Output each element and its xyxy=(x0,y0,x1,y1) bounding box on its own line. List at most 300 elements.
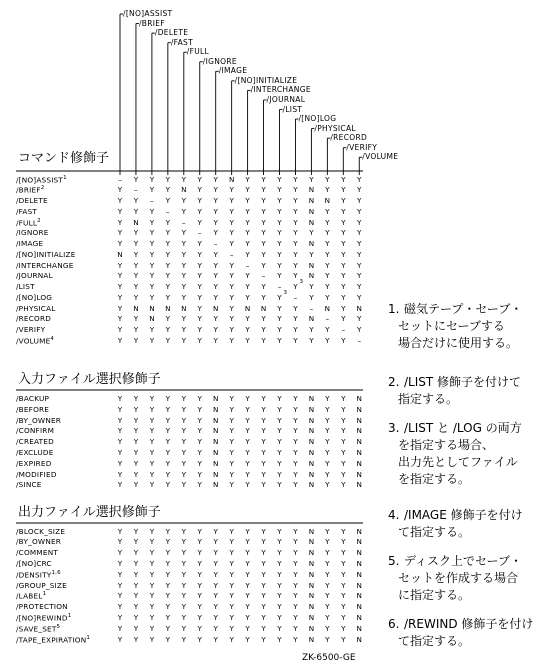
matrix-cell: Y xyxy=(133,526,139,536)
matrix-cell: Y xyxy=(133,325,139,334)
matrix-cell: Y xyxy=(245,314,250,324)
matrix-cell: Y xyxy=(341,602,346,612)
column-header: /JOURNAL xyxy=(266,94,306,104)
matrix-cell: Y xyxy=(117,448,123,457)
matrix-cell: Y xyxy=(261,314,266,324)
matrix-cell: Y xyxy=(261,580,266,590)
matrix-cell: Y xyxy=(325,437,330,447)
matrix-cell: Y xyxy=(229,458,234,468)
matrix-cell: Y xyxy=(165,426,171,436)
matrix-cell: N xyxy=(308,217,315,227)
matrix-cell: Y xyxy=(357,217,362,227)
matrix-cell: Y xyxy=(229,325,234,334)
matrix-cell: Y xyxy=(181,458,186,468)
column-header: /FULL xyxy=(186,47,209,57)
matrix-cell: Y xyxy=(181,591,186,601)
matrix-cell: N xyxy=(308,394,315,403)
matrix-cell: – xyxy=(166,206,170,216)
figure-id: ZK-6500-GE xyxy=(302,653,356,663)
row-label xyxy=(16,614,71,622)
matrix-cell: Y xyxy=(357,174,362,184)
matrix-cell: Y xyxy=(117,335,123,345)
matrix-cell: Y xyxy=(245,206,250,216)
matrix-cell: – xyxy=(150,196,154,205)
matrix-cell: Y xyxy=(325,448,330,457)
row-label xyxy=(16,528,65,535)
row-label-text: /JOURNAL xyxy=(16,271,53,281)
matrix-cell: Y xyxy=(229,196,234,205)
matrix-cell: Y xyxy=(357,185,362,195)
matrix-cell: Y xyxy=(181,548,186,558)
matrix-cell: Y xyxy=(181,260,186,270)
matrix-cell: N xyxy=(149,314,155,324)
footnote-line: て指定する。 xyxy=(398,525,471,539)
matrix-cell: Y xyxy=(357,260,362,270)
matrix-cell: – xyxy=(277,282,282,291)
matrix-cell: Y xyxy=(325,602,330,612)
matrix-cell: Y xyxy=(165,239,171,248)
matrix-cell: Y xyxy=(117,558,123,568)
matrix-cell: N xyxy=(324,196,331,205)
matrix-cell: Y xyxy=(309,282,314,291)
matrix-cell: Y xyxy=(213,623,218,633)
matrix-cell: Y xyxy=(293,458,298,468)
matrix-cell: Y xyxy=(245,335,250,345)
row-label-text: /[NO]INITIALIZE xyxy=(16,249,76,259)
row-label xyxy=(16,549,58,556)
matrix-cell: Y xyxy=(181,335,186,345)
matrix-cell: Y xyxy=(197,394,202,403)
matrix-cell: Y xyxy=(245,469,250,479)
matrix-cell: Y xyxy=(245,292,250,302)
matrix-cell: Y xyxy=(293,526,298,536)
matrix-cell: Y xyxy=(197,314,202,324)
matrix-cell: Y xyxy=(293,634,298,644)
matrix-cell: Y xyxy=(325,239,330,248)
matrix-cell: Y xyxy=(149,260,155,270)
matrix-cell: Y xyxy=(229,239,234,248)
matrix-cell: Y xyxy=(341,228,346,238)
matrix-cell: Y xyxy=(325,249,330,259)
footnote-ref: 4 xyxy=(50,335,55,342)
row-label xyxy=(16,438,54,445)
matrix-cell: Y xyxy=(149,591,155,601)
matrix-cell: Y xyxy=(293,404,298,414)
matrix-cell: – xyxy=(118,174,122,184)
row-label xyxy=(16,186,44,194)
matrix-cell: Y xyxy=(117,537,123,547)
matrix-cell: Y xyxy=(245,271,250,281)
matrix-cell: Y xyxy=(133,271,139,281)
row-label-text: /BLOCK_SIZE xyxy=(16,526,66,536)
matrix-cell: Y xyxy=(197,448,202,457)
matrix-cell: Y xyxy=(341,580,346,590)
matrix-cell: Y xyxy=(165,612,171,622)
footnote-line: 指定する。 xyxy=(398,392,459,406)
matrix-cell: Y xyxy=(229,185,234,195)
matrix-cell: Y xyxy=(165,394,171,403)
matrix-cell: Y xyxy=(149,469,155,479)
matrix-cell: Y xyxy=(293,239,298,248)
row-label-text: /PROTECTION xyxy=(16,602,68,612)
matrix-cell: Y xyxy=(149,335,155,345)
matrix-cell: Y xyxy=(277,206,282,216)
matrix-cell: Y xyxy=(197,260,202,270)
matrix-cell: Y xyxy=(197,271,202,281)
column-header: /INTERCHANGE xyxy=(250,85,311,95)
row-label-text: /BACKUP xyxy=(16,394,50,403)
cell-footnote-mark: 3 xyxy=(283,289,287,296)
matrix-cell: N xyxy=(308,271,315,281)
matrix-cell: N xyxy=(308,426,315,436)
matrix-cell: Y xyxy=(133,426,139,436)
matrix-cell: Y xyxy=(197,634,202,644)
matrix-cell: Y xyxy=(181,558,186,568)
matrix-cell: N xyxy=(356,303,362,313)
matrix-cell: Y xyxy=(293,196,298,205)
matrix-cell: Y xyxy=(165,448,171,457)
matrix-cell: Y xyxy=(293,303,298,313)
matrix-cell: Y xyxy=(277,303,282,313)
matrix-cell: N xyxy=(356,415,362,425)
matrix-cell: Y xyxy=(293,469,298,479)
matrix-cell: – xyxy=(357,335,362,345)
matrix-cell: Y xyxy=(181,228,186,238)
column-header: /LIST xyxy=(282,104,303,114)
matrix-cell: Y xyxy=(149,569,155,579)
matrix-cell: Y xyxy=(149,480,155,490)
matrix-cell: N xyxy=(228,174,235,184)
matrix-cell: Y xyxy=(149,558,155,568)
matrix-cell: Y xyxy=(149,206,155,216)
matrix-cell: Y xyxy=(245,448,250,457)
matrix-cell: Y xyxy=(357,249,362,259)
matrix-cell: Y xyxy=(133,335,139,345)
matrix-cell: Y xyxy=(165,480,171,490)
matrix-cell: Y xyxy=(341,415,346,425)
matrix-cell: Y xyxy=(117,314,123,324)
matrix-cell: Y xyxy=(213,325,218,334)
column-header: /DELETE xyxy=(154,28,189,38)
column-header: /[NO]INITIALIZE xyxy=(234,75,298,85)
footnote-line: /IMAGE 修飾子を付け xyxy=(404,508,523,522)
matrix-cell: Y xyxy=(277,458,282,468)
matrix-cell: Y xyxy=(293,325,298,334)
matrix-cell: Y xyxy=(325,335,330,345)
row-label xyxy=(16,262,74,269)
matrix-cell: Y xyxy=(149,580,155,590)
matrix-cell: N xyxy=(356,569,362,579)
row-label-text: /CREATED xyxy=(16,437,54,447)
matrix-cell: Y xyxy=(213,217,218,227)
matrix-cell: Y xyxy=(229,292,234,302)
matrix-cell: Y xyxy=(309,325,314,334)
footnote-ref: 1,6 xyxy=(51,569,61,576)
matrix-cell: Y xyxy=(229,591,234,601)
row-label-text: /INTERCHANGE xyxy=(16,260,74,270)
matrix-cell: N xyxy=(212,415,219,425)
row-label-text: /VOLUME xyxy=(16,336,51,346)
matrix-cell: Y xyxy=(261,394,266,403)
matrix-cell: Y xyxy=(117,325,123,334)
column-header: /[NO]ASSIST xyxy=(123,9,173,18)
matrix-cell: Y xyxy=(197,335,202,345)
matrix-cell: Y xyxy=(261,217,266,227)
matrix-cell: Y xyxy=(213,206,218,216)
matrix-cell: N xyxy=(149,303,155,313)
matrix-cell: Y xyxy=(181,634,186,644)
matrix-cell: N xyxy=(308,206,315,216)
matrix-cell: Y xyxy=(165,415,171,425)
matrix-cell: Y xyxy=(181,580,186,590)
matrix-cell: Y xyxy=(277,394,282,403)
row-label xyxy=(16,603,68,610)
matrix-cell: Y xyxy=(245,239,250,248)
matrix-cell: Y xyxy=(325,558,330,568)
row-label-text: /FAST xyxy=(16,206,38,216)
matrix-cell: Y xyxy=(261,623,266,633)
row-label xyxy=(16,208,37,215)
matrix-cell: Y xyxy=(261,260,266,270)
matrix-cell: Y xyxy=(277,612,282,622)
matrix-cell: Y xyxy=(213,537,218,547)
matrix-cell: Y xyxy=(325,591,330,601)
matrix-cell: Y xyxy=(341,335,346,345)
matrix-cell: Y xyxy=(293,558,298,568)
matrix-cell: Y xyxy=(341,623,346,633)
matrix-cell: Y xyxy=(261,634,266,644)
matrix-cell: Y xyxy=(325,480,330,490)
matrix-cell: Y xyxy=(213,612,218,622)
row-label-text: /PHYSICAL xyxy=(16,303,56,313)
matrix-cell: Y xyxy=(181,569,186,579)
matrix-cell: N xyxy=(308,260,315,270)
row-label xyxy=(16,176,67,184)
matrix-cell: Y xyxy=(293,591,298,601)
matrix-cell: Y xyxy=(341,292,346,302)
matrix-cell: Y xyxy=(341,249,346,259)
matrix-cell: Y xyxy=(181,602,186,612)
matrix-cell: N xyxy=(356,580,362,590)
footnote-line: を指定する。 xyxy=(398,472,471,486)
column-header: /IMAGE xyxy=(218,66,248,76)
row-label xyxy=(16,294,52,301)
matrix-cell: Y xyxy=(293,426,298,436)
matrix-cell: Y xyxy=(117,196,123,205)
matrix-cell: Y xyxy=(133,634,139,644)
matrix-cell: – xyxy=(261,271,266,281)
matrix-cell: Y xyxy=(229,437,234,447)
column-header: /BRIEF xyxy=(138,18,165,28)
matrix-cell: Y xyxy=(293,394,298,403)
matrix-cell: Y xyxy=(133,292,139,302)
matrix-cell: Y xyxy=(165,271,171,281)
matrix-cell: Y xyxy=(245,580,250,590)
matrix-cell: Y xyxy=(341,196,346,205)
matrix-cell: Y xyxy=(149,394,155,403)
matrix-cell: Y xyxy=(197,303,202,313)
matrix-cell: Y xyxy=(133,394,139,403)
matrix-cell: Y xyxy=(277,292,282,302)
matrix-cell: Y xyxy=(325,228,330,238)
matrix-cell: Y xyxy=(325,174,330,184)
matrix-cell: Y xyxy=(341,404,346,414)
footnote-number: 2. xyxy=(388,375,400,389)
footnote-line: 場合だけに使用する。 xyxy=(398,336,519,350)
matrix-cell: Y xyxy=(165,260,171,270)
footnote-line: を指定する場合、 xyxy=(398,438,495,452)
matrix-cell: Y xyxy=(293,271,298,281)
row-label xyxy=(16,471,57,478)
row-label-text: /DENSITY xyxy=(16,570,52,580)
matrix-cell: Y xyxy=(197,196,202,205)
matrix-cell: N xyxy=(212,303,219,313)
matrix-cell: Y xyxy=(133,260,139,270)
matrix-cell: Y xyxy=(197,282,202,291)
matrix-cell: Y xyxy=(277,196,282,205)
matrix-cell: Y xyxy=(117,623,123,633)
matrix-cell: Y xyxy=(165,537,171,547)
matrix-cell: Y xyxy=(133,480,139,490)
matrix-cell: Y xyxy=(261,602,266,612)
matrix-cell: Y xyxy=(117,480,123,490)
row-label xyxy=(16,406,49,413)
matrix-cell: Y xyxy=(341,558,346,568)
footnote-number: 4. xyxy=(388,508,400,522)
matrix-cell: N xyxy=(181,185,187,195)
matrix-cell: Y xyxy=(181,415,186,425)
matrix-cell: Y xyxy=(261,480,266,490)
matrix-cell: Y xyxy=(197,480,202,490)
cell-footnote-mark: 3 xyxy=(299,279,303,285)
matrix-cell: Y xyxy=(165,325,171,334)
matrix-cell: – xyxy=(182,217,186,227)
matrix-cell: Y xyxy=(245,526,250,536)
matrix-cell: Y xyxy=(245,415,250,425)
matrix-cell: Y xyxy=(309,228,314,238)
matrix-cell: N xyxy=(356,591,362,601)
matrix-cell: Y xyxy=(229,548,234,558)
row-label-text: /BEFORE xyxy=(16,404,50,414)
matrix-cell: Y xyxy=(341,437,346,447)
matrix-cell: Y xyxy=(165,217,171,227)
footnote xyxy=(388,553,522,604)
matrix-cell: Y xyxy=(229,271,234,281)
matrix-cell: Y xyxy=(341,569,346,579)
matrix-cell: Y xyxy=(213,591,218,601)
matrix-cell: Y xyxy=(277,580,282,590)
matrix-cell: – xyxy=(325,314,330,324)
footnote-number: 1. xyxy=(388,302,400,316)
matrix-cell: N xyxy=(260,303,267,313)
matrix-cell: – xyxy=(341,325,346,334)
matrix-cell: Y xyxy=(293,228,298,238)
matrix-cell: Y xyxy=(117,228,123,238)
matrix-cell: Y xyxy=(325,458,330,468)
matrix-cell: Y xyxy=(277,228,282,238)
matrix-cell: Y xyxy=(117,569,123,579)
matrix-cell: Y xyxy=(325,394,330,403)
matrix-cell: Y xyxy=(293,282,298,291)
matrix-cell: N xyxy=(244,303,251,313)
matrix-cell: Y xyxy=(245,458,250,468)
matrix-cell: Y xyxy=(181,437,186,447)
matrix-cell: Y xyxy=(165,185,171,195)
matrix-cell: Y xyxy=(133,623,139,633)
matrix-cell: Y xyxy=(117,612,123,622)
matrix-cell: N xyxy=(308,548,315,558)
matrix-cell: Y xyxy=(261,569,266,579)
row-label-text: /[NO]REWIND xyxy=(16,613,68,623)
column-header: /FAST xyxy=(170,37,193,47)
matrix-cell: Y xyxy=(165,335,171,345)
matrix-cell: Y xyxy=(229,426,234,436)
matrix-cell: Y xyxy=(229,404,234,414)
matrix-cell: Y xyxy=(149,271,155,281)
matrix-cell: Y xyxy=(261,548,266,558)
row-label-text: /EXCLUDE xyxy=(16,448,54,457)
matrix-cell: Y xyxy=(213,174,218,184)
matrix-cell: Y xyxy=(277,404,282,414)
matrix-cell: Y xyxy=(325,206,330,216)
footnote xyxy=(388,616,533,650)
matrix-cell: Y xyxy=(277,591,282,601)
matrix-cell: Y xyxy=(229,206,234,216)
matrix-cell: Y xyxy=(293,448,298,457)
column-header: /VOLUME xyxy=(362,152,399,162)
matrix-cell: N xyxy=(356,612,362,622)
row-label-text: /TAPE_EXPIRATION xyxy=(16,634,87,644)
row-label-text: /DELETE xyxy=(16,196,48,205)
matrix-cell: Y xyxy=(245,404,250,414)
matrix-cell: Y xyxy=(293,612,298,622)
matrix-cell: Y xyxy=(293,480,298,490)
matrix-cell: Y xyxy=(133,404,139,414)
matrix-cell: Y xyxy=(213,314,218,324)
matrix-cell: Y xyxy=(261,174,266,184)
matrix-cell: Y xyxy=(261,415,266,425)
matrix-cell: N xyxy=(133,217,139,227)
row-label xyxy=(16,481,42,488)
matrix-cell: Y xyxy=(341,426,346,436)
row-label xyxy=(16,240,43,247)
matrix-cell: Y xyxy=(245,623,250,633)
matrix-cell: N xyxy=(356,458,362,468)
matrix-cell: Y xyxy=(229,335,234,345)
matrix-cell: Y xyxy=(341,458,346,468)
row-label-text: /SAVE_SET xyxy=(16,624,57,634)
matrix-cell: Y xyxy=(197,404,202,414)
matrix-cell: Y xyxy=(213,558,218,568)
matrix-cell: Y xyxy=(181,206,186,216)
matrix-cell: Y xyxy=(357,292,362,302)
matrix-cell: Y xyxy=(181,314,186,324)
matrix-cell: Y xyxy=(165,196,171,205)
matrix-cell: Y xyxy=(293,602,298,612)
matrix-cell: Y xyxy=(133,580,139,590)
matrix-cell: N xyxy=(212,426,219,436)
matrix-cell: Y xyxy=(261,426,266,436)
matrix-cell: Y xyxy=(245,394,250,403)
row-label xyxy=(16,395,49,402)
matrix-cell: Y xyxy=(341,526,346,536)
matrix-cell: Y xyxy=(245,558,250,568)
matrix-cell: N xyxy=(212,437,219,447)
matrix-cell: Y xyxy=(277,249,282,259)
matrix-cell: – xyxy=(309,303,314,313)
matrix-cell: N xyxy=(308,580,315,590)
row-label xyxy=(16,571,61,579)
